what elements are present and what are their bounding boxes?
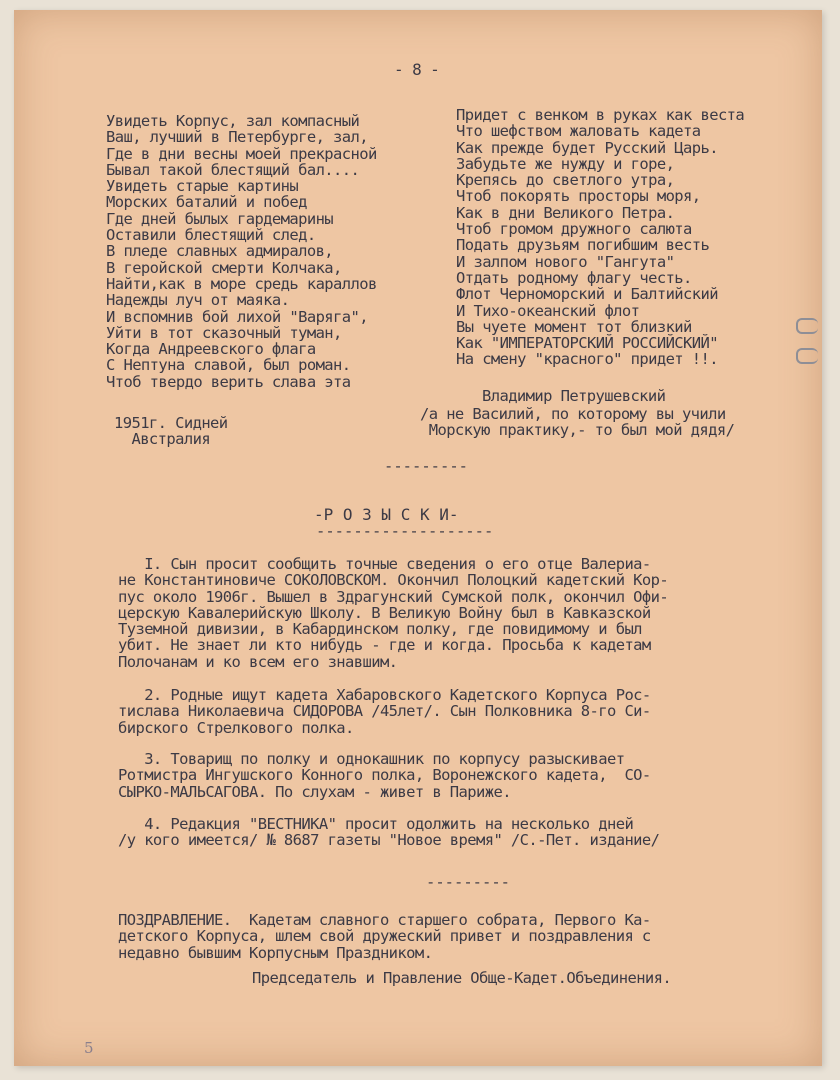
search-notice-3: 3. Товарищ по полку и однокашник по корпусу разыскивает Ротмистра Ингушского Конного полка, Воронежского кадета, СО- СЫРКО-МАЛЬСАГОВА. По слухам - живет в Париже. — [118, 750, 651, 801]
greeting-paragraph: ПОЗДРАВЛЕНИЕ. Кадетам славного старшего собрата, Первого Ка- детского Корпуса, шлем свой дружеский привет и поздравления с недавно бывшим Корпусным Праздником. — [118, 911, 651, 962]
search-notice-2: 2. Родные ищут кадета Хабаровского Кадетского Корпуса Рос- тислава Николаевича СИДОРОВА /45лет/. Сын Полковника 8-го Си- бирского Стрелкового полка. — [118, 686, 651, 737]
divider: --------- — [384, 457, 468, 475]
search-notice-1: I. Сын просит сообщить точные сведения о его отце Валериа- не Константиновиче СОКОЛОВСКОМ. Окончил Полоцкий кадетский Кор- пус около 1906г. Вышел в Здрагунский Сумской полк, окончил Офи- церскую Кавалерийскую Школу. В Великую Войну был в Кавказской Туземной дивизии, в Кабардинском полку, где повидимому и был убит. Не знает ли кто нибудь - где и когда. Просьба к кадетам Полочанам и ко всем его знавшим. — [118, 555, 669, 671]
heading-underline: ------------------- — [316, 522, 494, 540]
search-notice-4: 4. Редакция "ВЕСТНИКА" просит одолжить на несколько дней /у кого имеется/ № 8687 газеты "Новое время" /С.-Пет. издание/ — [118, 815, 660, 850]
poem-signature: Владимир Петрушевский — [482, 387, 666, 405]
document-page — [14, 10, 822, 1066]
page-number: - 8 - — [394, 60, 440, 79]
divider-2: --------- — [426, 873, 510, 891]
poem-right-column: Придет с венком в руках как веста Что шефством жаловать кадета Как прежде будет Русский Царь. Забудьте же нужду и горе, Крепясь до светлого утра, Чтоб покорять просторы моря, Как в дни Великого Петра. Чтоб громом дружного салюта Подать друзьям погибшим весть И залпом нового "Гангута" Отдать родному флагу честь. Флот Черноморский и Балтийский И Тихо-океанский флот Вы чуете момент тот близкий Как "ИМПЕРАТОРСКИЙ РОССИЙСКИЙ" На смену "красного" придет !!. — [456, 106, 745, 369]
section-heading: -Р О З Ы С К И- — [314, 505, 459, 524]
greeting-signature: Председатель и Правление Обще-Кадет.Объединения. — [252, 969, 672, 987]
staple-icon — [796, 348, 818, 364]
staple-icon — [796, 318, 818, 334]
author-note: /а не Василий, по которому вы учили Морскую практику,- то был мой дядя/ — [420, 405, 735, 440]
poem-left-column: Увидеть Корпус, зал компасный Ваш, лучший в Петербурге, зал, Где в дни весны моей прекрасной Бывал такой блестящий бал.... Увидеть старые картины Морских баталий и побед Где дней былых гардемарины Оставили блестящий след. В пледе славных адмиралов, В геройской смерти Колчака, Найти,как в море средь караллов Надежды луч от маяка. И вспомнив бой лихой "Варяга", Уйти в тот сказочный туман, Когда Андреевского флага С Нептуна славой, был роман. Чтоб твердо верить слава эта — [106, 112, 377, 391]
pencil-mark: 5 — [84, 1039, 93, 1057]
place-date: 1951г. Сидней Австралия — [114, 414, 228, 449]
